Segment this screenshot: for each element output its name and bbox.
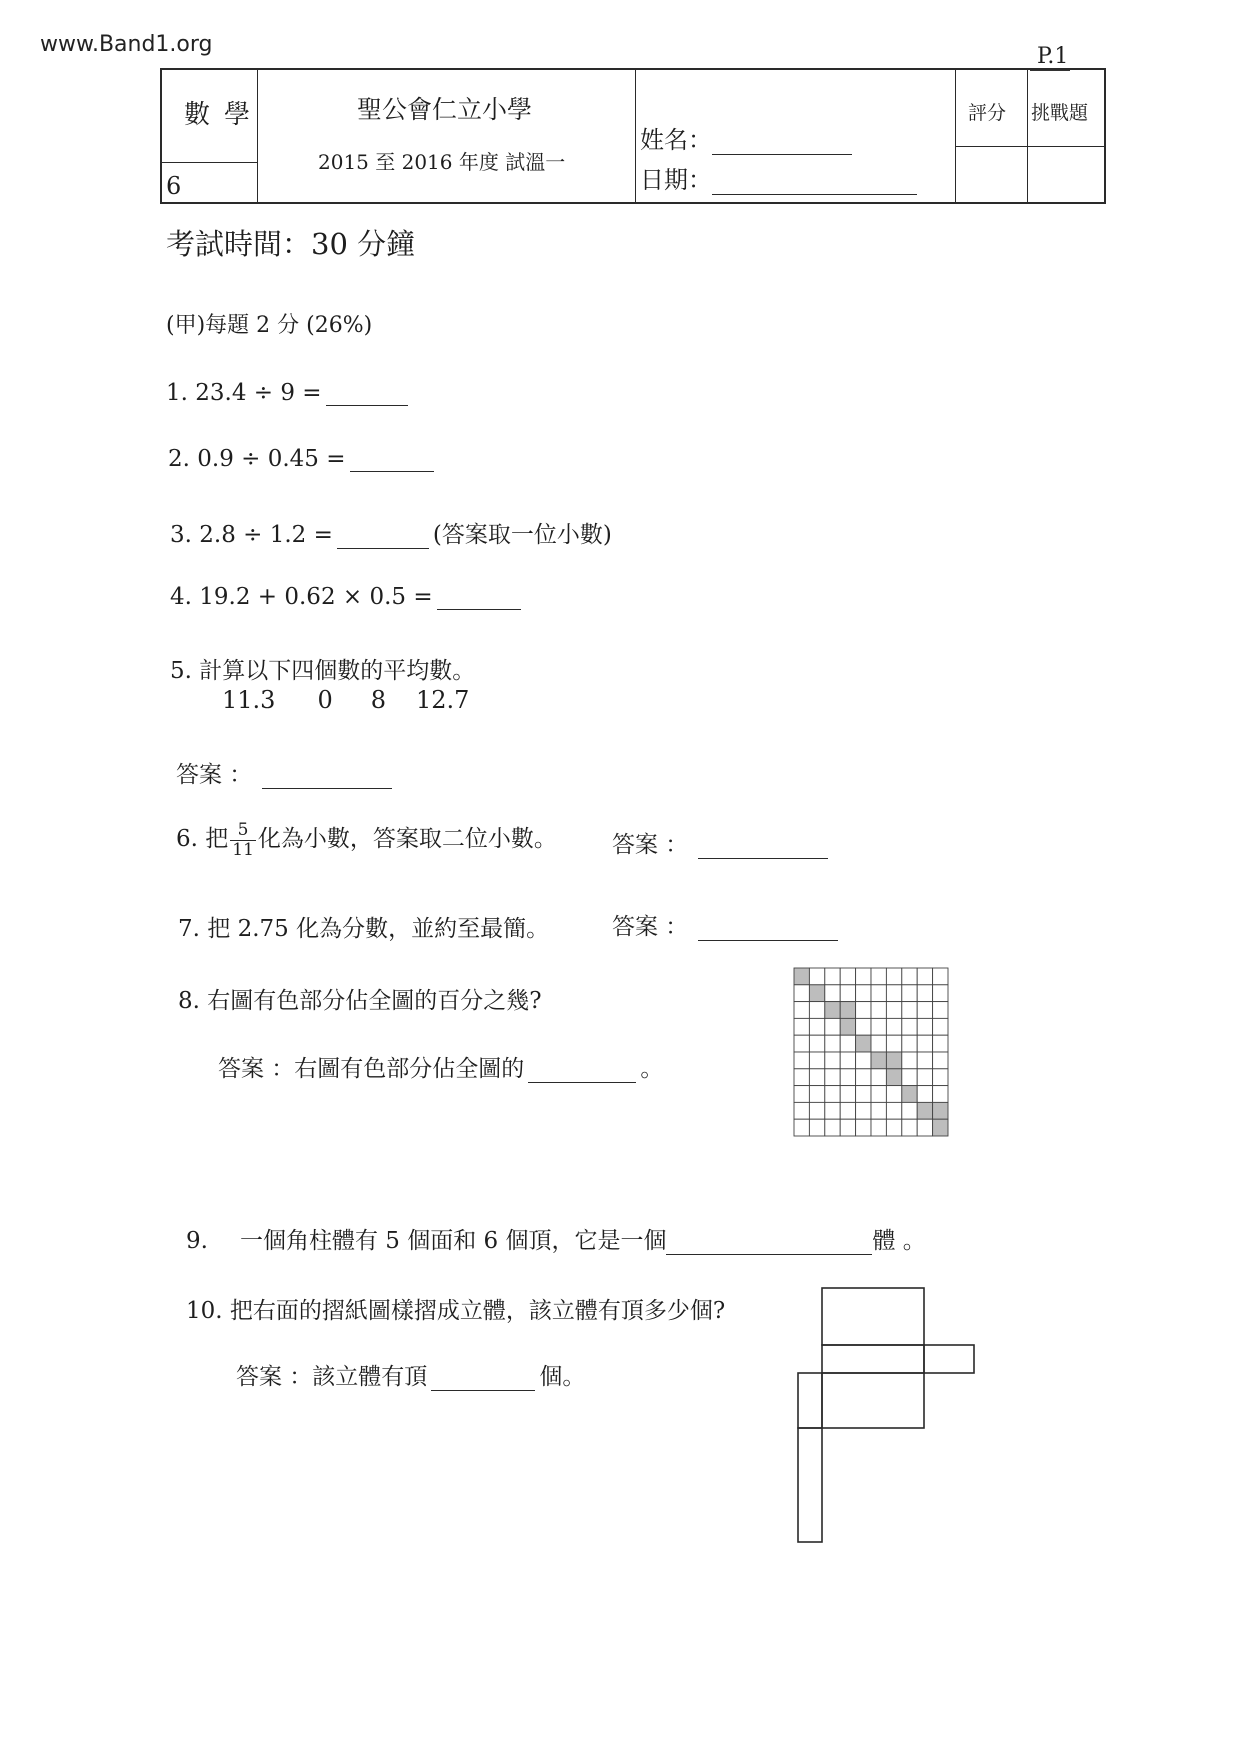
grid-cell — [902, 1002, 917, 1019]
grid-cell — [902, 1052, 917, 1069]
grid-cell — [809, 968, 824, 985]
grid-cell — [809, 1086, 824, 1103]
grid-cell — [809, 1002, 824, 1019]
grid-cell — [840, 1102, 855, 1119]
grid-cell — [917, 1035, 932, 1052]
grid-cell — [794, 1002, 809, 1019]
grid-cell — [871, 1002, 886, 1019]
grid-cell — [886, 1119, 901, 1136]
grid-cell — [917, 1086, 932, 1103]
grid-cell-shaded — [886, 1069, 901, 1086]
answer-blank-3[interactable] — [337, 547, 429, 549]
question-7-answer: 答案 ： — [612, 908, 842, 941]
grid-cell-shaded — [933, 1119, 948, 1136]
net-face-front — [822, 1373, 924, 1428]
net-face-long-strip — [798, 1428, 822, 1542]
grid-cell — [917, 968, 932, 985]
folding-net-figure — [796, 1286, 986, 1546]
grid-cell — [794, 1119, 809, 1136]
question-4: 4. 19.2 + 0.62 × 0.5 = — [170, 584, 525, 610]
grid-cell — [825, 1018, 840, 1035]
grid-cell — [933, 1035, 948, 1052]
grid-cell — [856, 968, 871, 985]
grid-cell — [886, 1035, 901, 1052]
grid-cell — [917, 1018, 932, 1035]
grid-cell — [886, 968, 901, 985]
grid-cell — [856, 1002, 871, 1019]
grid-cell — [794, 1018, 809, 1035]
answer-blank-4[interactable] — [437, 608, 521, 610]
grid-cell — [856, 1086, 871, 1103]
grid-cell — [871, 1086, 886, 1103]
date-label: 日期： — [640, 166, 712, 194]
site-watermark: www.Band1.org — [40, 32, 213, 57]
answer-blank-8[interactable] — [528, 1081, 636, 1083]
question-8: 8. 右圖有色部分佔全圖的百分之幾? — [178, 988, 542, 1014]
net-face-band — [822, 1345, 924, 1373]
grid-cell — [933, 1069, 948, 1086]
question-1: 1. 23.4 ÷ 9 = — [166, 380, 412, 406]
grid-cell — [871, 1035, 886, 1052]
grid-cell — [933, 1002, 948, 1019]
grid-cell-shaded — [840, 1002, 855, 1019]
grid-cell — [809, 1035, 824, 1052]
grid-cell — [917, 985, 932, 1002]
grid-cell-shaded — [886, 1052, 901, 1069]
net-face-top — [822, 1288, 924, 1345]
grid-cell — [809, 1102, 824, 1119]
grid-cell — [886, 985, 901, 1002]
grid-cell-shaded — [871, 1052, 886, 1069]
grid-cell — [871, 1018, 886, 1035]
answer-blank-1[interactable] — [326, 404, 408, 406]
page-number: P.1 — [1037, 44, 1069, 69]
answer-blank-5[interactable] — [262, 787, 392, 789]
grid-cell-shaded — [902, 1086, 917, 1103]
grid-cell — [856, 1018, 871, 1035]
grid-cell — [794, 985, 809, 1002]
grid-cell — [794, 1052, 809, 1069]
grid-cell — [902, 1069, 917, 1086]
answer-blank-7[interactable] — [698, 939, 838, 941]
grid-cell — [840, 1119, 855, 1136]
question-6: 6. 把 $\frac{5}{11}$ 化為小數，答案取二位小數。 — [176, 819, 557, 860]
grid-cell — [917, 1052, 932, 1069]
grid-cell — [933, 968, 948, 985]
grid-cell — [933, 1018, 948, 1035]
grid-cell — [917, 1119, 932, 1136]
grid-cell — [794, 1086, 809, 1103]
grid-cell-shaded — [933, 1102, 948, 1119]
subject-label: 數學 — [184, 100, 265, 130]
grid-cell — [917, 1069, 932, 1086]
question-2: 2. 0.9 ÷ 0.45 = — [168, 446, 438, 472]
grid-cell — [794, 1035, 809, 1052]
question-5-answer: 答案 ： — [176, 756, 396, 789]
grid-cell — [871, 1069, 886, 1086]
grid-cell-shaded — [825, 1002, 840, 1019]
year-exam-label: 2015 至 2016 年度 試溫一 — [318, 150, 566, 174]
date-field[interactable] — [640, 160, 917, 195]
name-field[interactable] — [640, 120, 852, 155]
grid-cell — [886, 1018, 901, 1035]
section-a-heading: (甲)每題 2 分 (26%) — [166, 313, 373, 338]
grid-cell — [933, 1086, 948, 1103]
fraction-5-11: $\frac{5}{11}$ — [232, 819, 254, 860]
name-label: 姓名： — [640, 126, 712, 154]
grid-cell — [840, 1086, 855, 1103]
answer-blank-6[interactable] — [698, 857, 828, 859]
question-7: 7. 把 2.75 化為分數，並約至最簡。 — [178, 916, 550, 942]
net-face-left-tab — [798, 1373, 822, 1428]
grid-cell — [825, 1119, 840, 1136]
question-9: 9. 一個角柱體有 5 個面和 6 個頂，它是一個 體 。 — [186, 1228, 926, 1254]
exam-time: 考試時間：30 分鐘 — [166, 227, 416, 261]
question-5-values: 11.3 0 8 12.7 — [222, 686, 470, 714]
grid-cell — [794, 1069, 809, 1086]
grid-cell — [886, 1086, 901, 1103]
question-10: 10. 把右面的摺紙圖樣摺成立體，該立體有頂多少個? — [186, 1298, 726, 1324]
grid-cell-shaded — [809, 985, 824, 1002]
grid-cell — [933, 985, 948, 1002]
question-8-answer: 答案 ：右圖有色部分佔全圖的 。 — [218, 1056, 664, 1082]
grid-cell — [902, 1035, 917, 1052]
grid-cell — [825, 1052, 840, 1069]
grid-cell — [902, 968, 917, 985]
grid-cell-shaded — [794, 968, 809, 985]
grid-cell-shaded — [856, 1035, 871, 1052]
question-6-answer: 答案 ： — [612, 826, 832, 859]
grid-cell — [902, 1119, 917, 1136]
grid-cell — [825, 985, 840, 1002]
grid-cell-shaded — [840, 1018, 855, 1035]
grid-cell — [886, 1002, 901, 1019]
grid-cell — [871, 985, 886, 1002]
grid-cell — [902, 1018, 917, 1035]
question-3: 3. 2.8 ÷ 1.2 = (答案取一位小數) — [170, 522, 612, 548]
grid-cell-shaded — [917, 1102, 932, 1119]
grid-cell — [840, 1069, 855, 1086]
grid-cell — [856, 985, 871, 1002]
grid-cell — [809, 1052, 824, 1069]
score-label: 評分 — [968, 102, 1007, 124]
grid-cell — [933, 1052, 948, 1069]
grid-cell — [871, 1119, 886, 1136]
grid-cell — [871, 1102, 886, 1119]
grade-label: 6 — [166, 172, 182, 200]
answer-blank-2[interactable] — [350, 470, 434, 472]
grid-cell — [902, 985, 917, 1002]
grid-cell — [886, 1102, 901, 1119]
grid-cell — [825, 1035, 840, 1052]
grid-cell — [856, 1069, 871, 1086]
grid-cell — [825, 1102, 840, 1119]
grid-cell — [825, 1069, 840, 1086]
grid-cell — [840, 1052, 855, 1069]
grid-cell — [856, 1119, 871, 1136]
grid-cell — [856, 1052, 871, 1069]
grid-cell — [902, 1102, 917, 1119]
net-face-side-tab — [924, 1345, 974, 1373]
grid-cell — [809, 1119, 824, 1136]
grid-cell — [825, 1086, 840, 1103]
school-name: 聖公會仁立小學 — [357, 95, 533, 124]
header-table — [160, 68, 1106, 204]
grid-cell — [840, 1035, 855, 1052]
challenge-label: 挑戰題 — [1031, 102, 1089, 124]
grid-cell — [871, 968, 886, 985]
answer-blank-10[interactable] — [431, 1389, 535, 1391]
grid-cell — [856, 1102, 871, 1119]
grid-cell — [794, 1102, 809, 1119]
grid-cell — [825, 968, 840, 985]
question-10-answer: 答案 ：該立體有頂 個。 — [236, 1364, 586, 1390]
grid-cell — [809, 1018, 824, 1035]
answer-blank-9[interactable] — [666, 1253, 872, 1255]
grid-cell — [840, 985, 855, 1002]
grid-cell — [840, 968, 855, 985]
question-5: 5. 計算以下四個數的平均數。 — [170, 658, 476, 684]
shaded-grid-figure — [792, 966, 952, 1138]
grid-cell — [917, 1002, 932, 1019]
grid-cell — [809, 1069, 824, 1086]
